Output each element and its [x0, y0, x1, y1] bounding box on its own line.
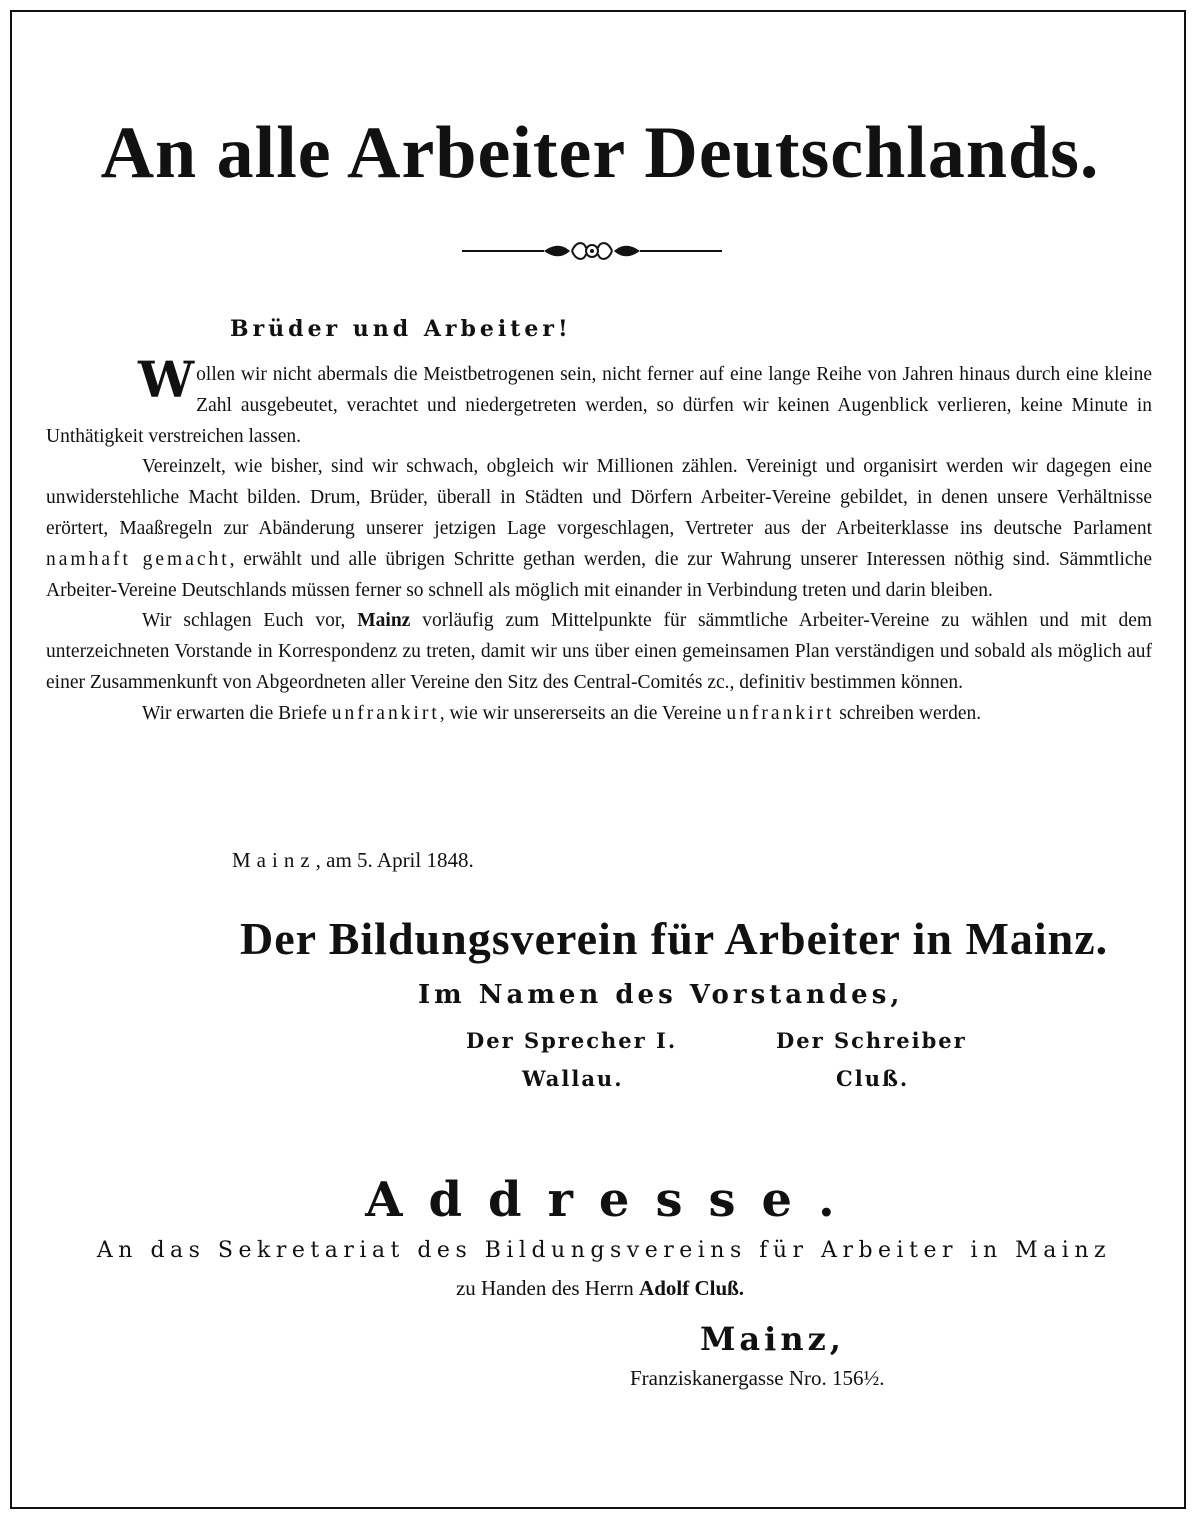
- ornament-divider: [462, 236, 722, 266]
- paragraph-1: [46, 350, 1152, 452]
- paragraph-4-text-b: , wie wir unsererseits an die Vereine: [439, 702, 722, 724]
- paragraph-3: [46, 606, 1152, 698]
- paragraph-2: [46, 452, 1152, 606]
- speaker-name: Wallau.: [522, 1066, 624, 1091]
- body-text: [46, 350, 1153, 730]
- paragraph-2-text-a: Vereinzelt, wie bisher, sind wir schwach, obgleich wir Millionen zählen. Vereinigt und organisirt werden wir dagegen eine unwiderstehliche Macht bilden. Drum, Brüder, überall in Städten und Dörfern Arbeiter-Vereine gebildet, in denen unsere Verhältnisse erörtert, Maaßregeln zur Abänderung unserer jetzigen Lage vorgeschlagen, Vertreter aus der Arbeiterklasse ins deutsche Parlament: [46, 456, 1152, 539]
- page-title: An alle Arbeiter Deutschlands.: [100, 112, 1100, 194]
- address-heading: Addresse.: [365, 1172, 861, 1228]
- attention-name: Adolf Cluß.: [639, 1276, 745, 1300]
- salutation: Brüder und Arbeiter!: [230, 316, 572, 342]
- board-line: Im Namen des Vorstandes,: [418, 980, 904, 1010]
- attention-prefix: zu Handen des Herrn: [455, 1276, 634, 1300]
- paragraph-4: [46, 699, 1152, 730]
- address-street: Franziskanergasse Nro. 156½.: [630, 1366, 885, 1390]
- spaced-emphasis: namhaft gemacht: [46, 548, 230, 570]
- address-city: Mainz,: [700, 1320, 845, 1358]
- spaced-emphasis: unfrankirt: [726, 702, 835, 724]
- paragraph-4-text-c: schreiben werden.: [839, 702, 982, 724]
- writer-role: Der Schreiber: [776, 1028, 967, 1053]
- paragraph-2-text-b: , erwählt und alle übrigen Schritte gethan werden, die zur Wahrung unserer Interessen nöthig sind. Sämmtliche Arbeiter-Vereine Deutschlands müssen ferner so schnell als möglich mit einander in Verbindung treten und darin bleiben.: [46, 548, 1152, 601]
- speaker-role: Der Sprecher I.: [466, 1028, 678, 1053]
- address-recipient: An das Sekretariat des Bildungsvereins für Arbeiter in Mainz: [96, 1238, 1112, 1263]
- address-attention: [0, 1276, 1200, 1301]
- paragraph-3-text-a: Wir schlagen Euch vor,: [142, 610, 346, 632]
- paragraph-4-text-a: Wir erwarten die Briefe: [142, 702, 327, 724]
- paragraph-3-text-b: vorläufig zum Mittelpunkte für sämmtliche Arbeiter-Vereine zu wählen und mit dem unterzeichneten Vorstande in Korrespondenz zu treten, damit wir uns über einen gemeinsamen Plan verständigen und sobald als möglich auf einer Zusammenkunft von Abgeordneten aller Vereine den Sitz des Central-Comités zc., definitiv bestimmen können.: [46, 610, 1153, 693]
- writer-name: Cluß.: [836, 1066, 910, 1091]
- spaced-emphasis: unfrankirt: [331, 702, 440, 724]
- bold-emphasis: Mainz: [357, 610, 411, 632]
- drop-cap: W: [138, 350, 195, 409]
- place-date: [232, 848, 474, 873]
- place-city: Mainz: [232, 848, 316, 872]
- date-text: , am 5. April 1848.: [315, 848, 474, 872]
- paragraph-1-text: ollen wir nicht abermals die Meistbetrogenen sein, nicht ferner auf eine lange Reihe von Jahren hinaus durch eine kleine Zahl ausgebeutet, verachtet und niedergetreten werden, so dürfen wir keinen Augenblick verlieren, keine Minute in Unthätigkeit verstreichen lassen.: [46, 364, 1152, 447]
- society-name: Der Bildungsverein für Arbeiter in Mainz.: [240, 913, 1109, 964]
